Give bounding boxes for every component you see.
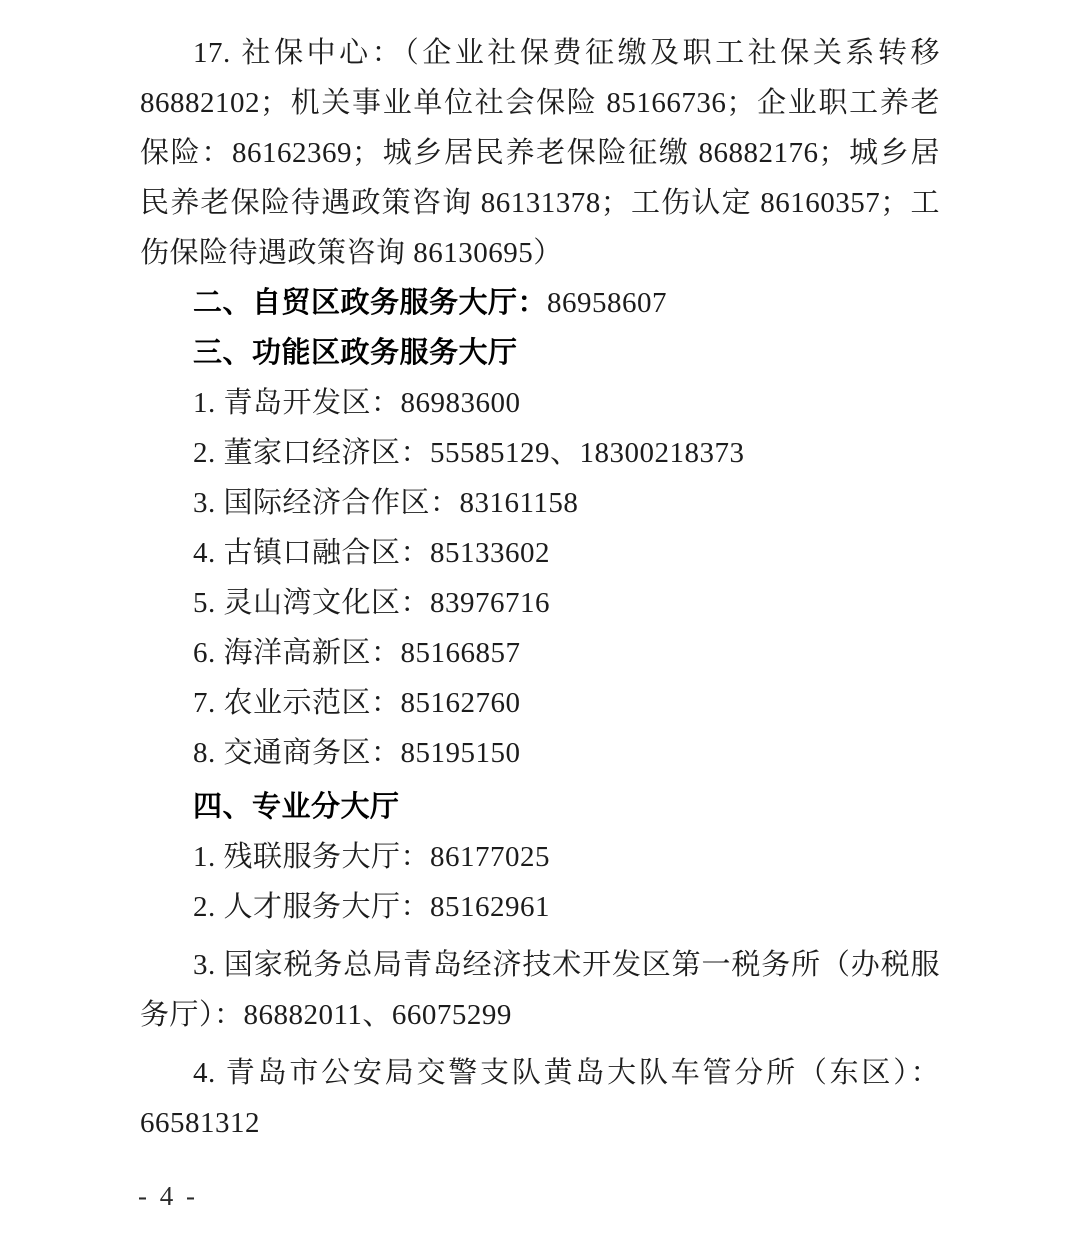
list-item-lingshanwan-culture-zone: 5. 灵山湾文化区：83976716 <box>193 587 551 619</box>
list-item-agriculture-demonstration-zone: 7. 农业示范区：85162760 <box>193 687 521 719</box>
list-item-talent-service-hall: 2. 人才服务大厅：85162961 <box>193 891 551 923</box>
section-heading-ftz-service-hall <box>140 278 940 328</box>
list-item-marine-hightech-zone: 6. 海洋高新区：85166857 <box>193 637 521 669</box>
list-item-qingdao-development-zone: 1. 青岛开发区：86983600 <box>193 387 521 419</box>
section-2-phone-number: 86958607 <box>547 287 668 319</box>
list-item-tax-office: 3. 国家税务总局青岛经济技术开发区第一税务所（办税服务厅）：86882011、66075299 <box>140 949 940 1031</box>
list-item-dongjiakou-economic-zone: 2. 董家口经济区：55585129、18300218373 <box>193 437 745 469</box>
list-item-vehicle-administration-office: 4. 青岛市公安局交警支队黄岛大队车管分所（东区）：66581312 <box>140 1057 940 1139</box>
list-item-guzhenkou-integration-zone: 4. 古镇口融合区：85133602 <box>193 537 551 569</box>
section-2-heading-text: 二、自贸区政务服务大厅： <box>193 287 548 319</box>
list-item-disabled-federation-service-hall: 1. 残联服务大厅：86177025 <box>193 841 551 873</box>
section-heading-functional-zones: 三、功能区政务服务大厅 <box>193 337 518 369</box>
page-number: - 4 - <box>138 1181 198 1211</box>
list-item-transportation-business-zone: 8. 交通商务区：85195150 <box>193 737 521 769</box>
section-heading-specialized-halls: 四、专业分大厅 <box>193 791 400 823</box>
list-item-international-economic-cooperation-zone: 3. 国际经济合作区：83161158 <box>193 487 579 519</box>
paragraph-social-security-center: 17. 社保中心：（企业社保费征缴及职工社保关系转移 86882102；机关事业单位社会保险 85166736；企业职工养老保险：86162369；城乡居民养老保险征缴 86882176；城乡居民养老保险待遇政策咨询 86131378；工伤认定 86160357；工伤保险待遇政策咨询 86130695） <box>140 37 940 269</box>
document-content <box>140 28 940 1148</box>
